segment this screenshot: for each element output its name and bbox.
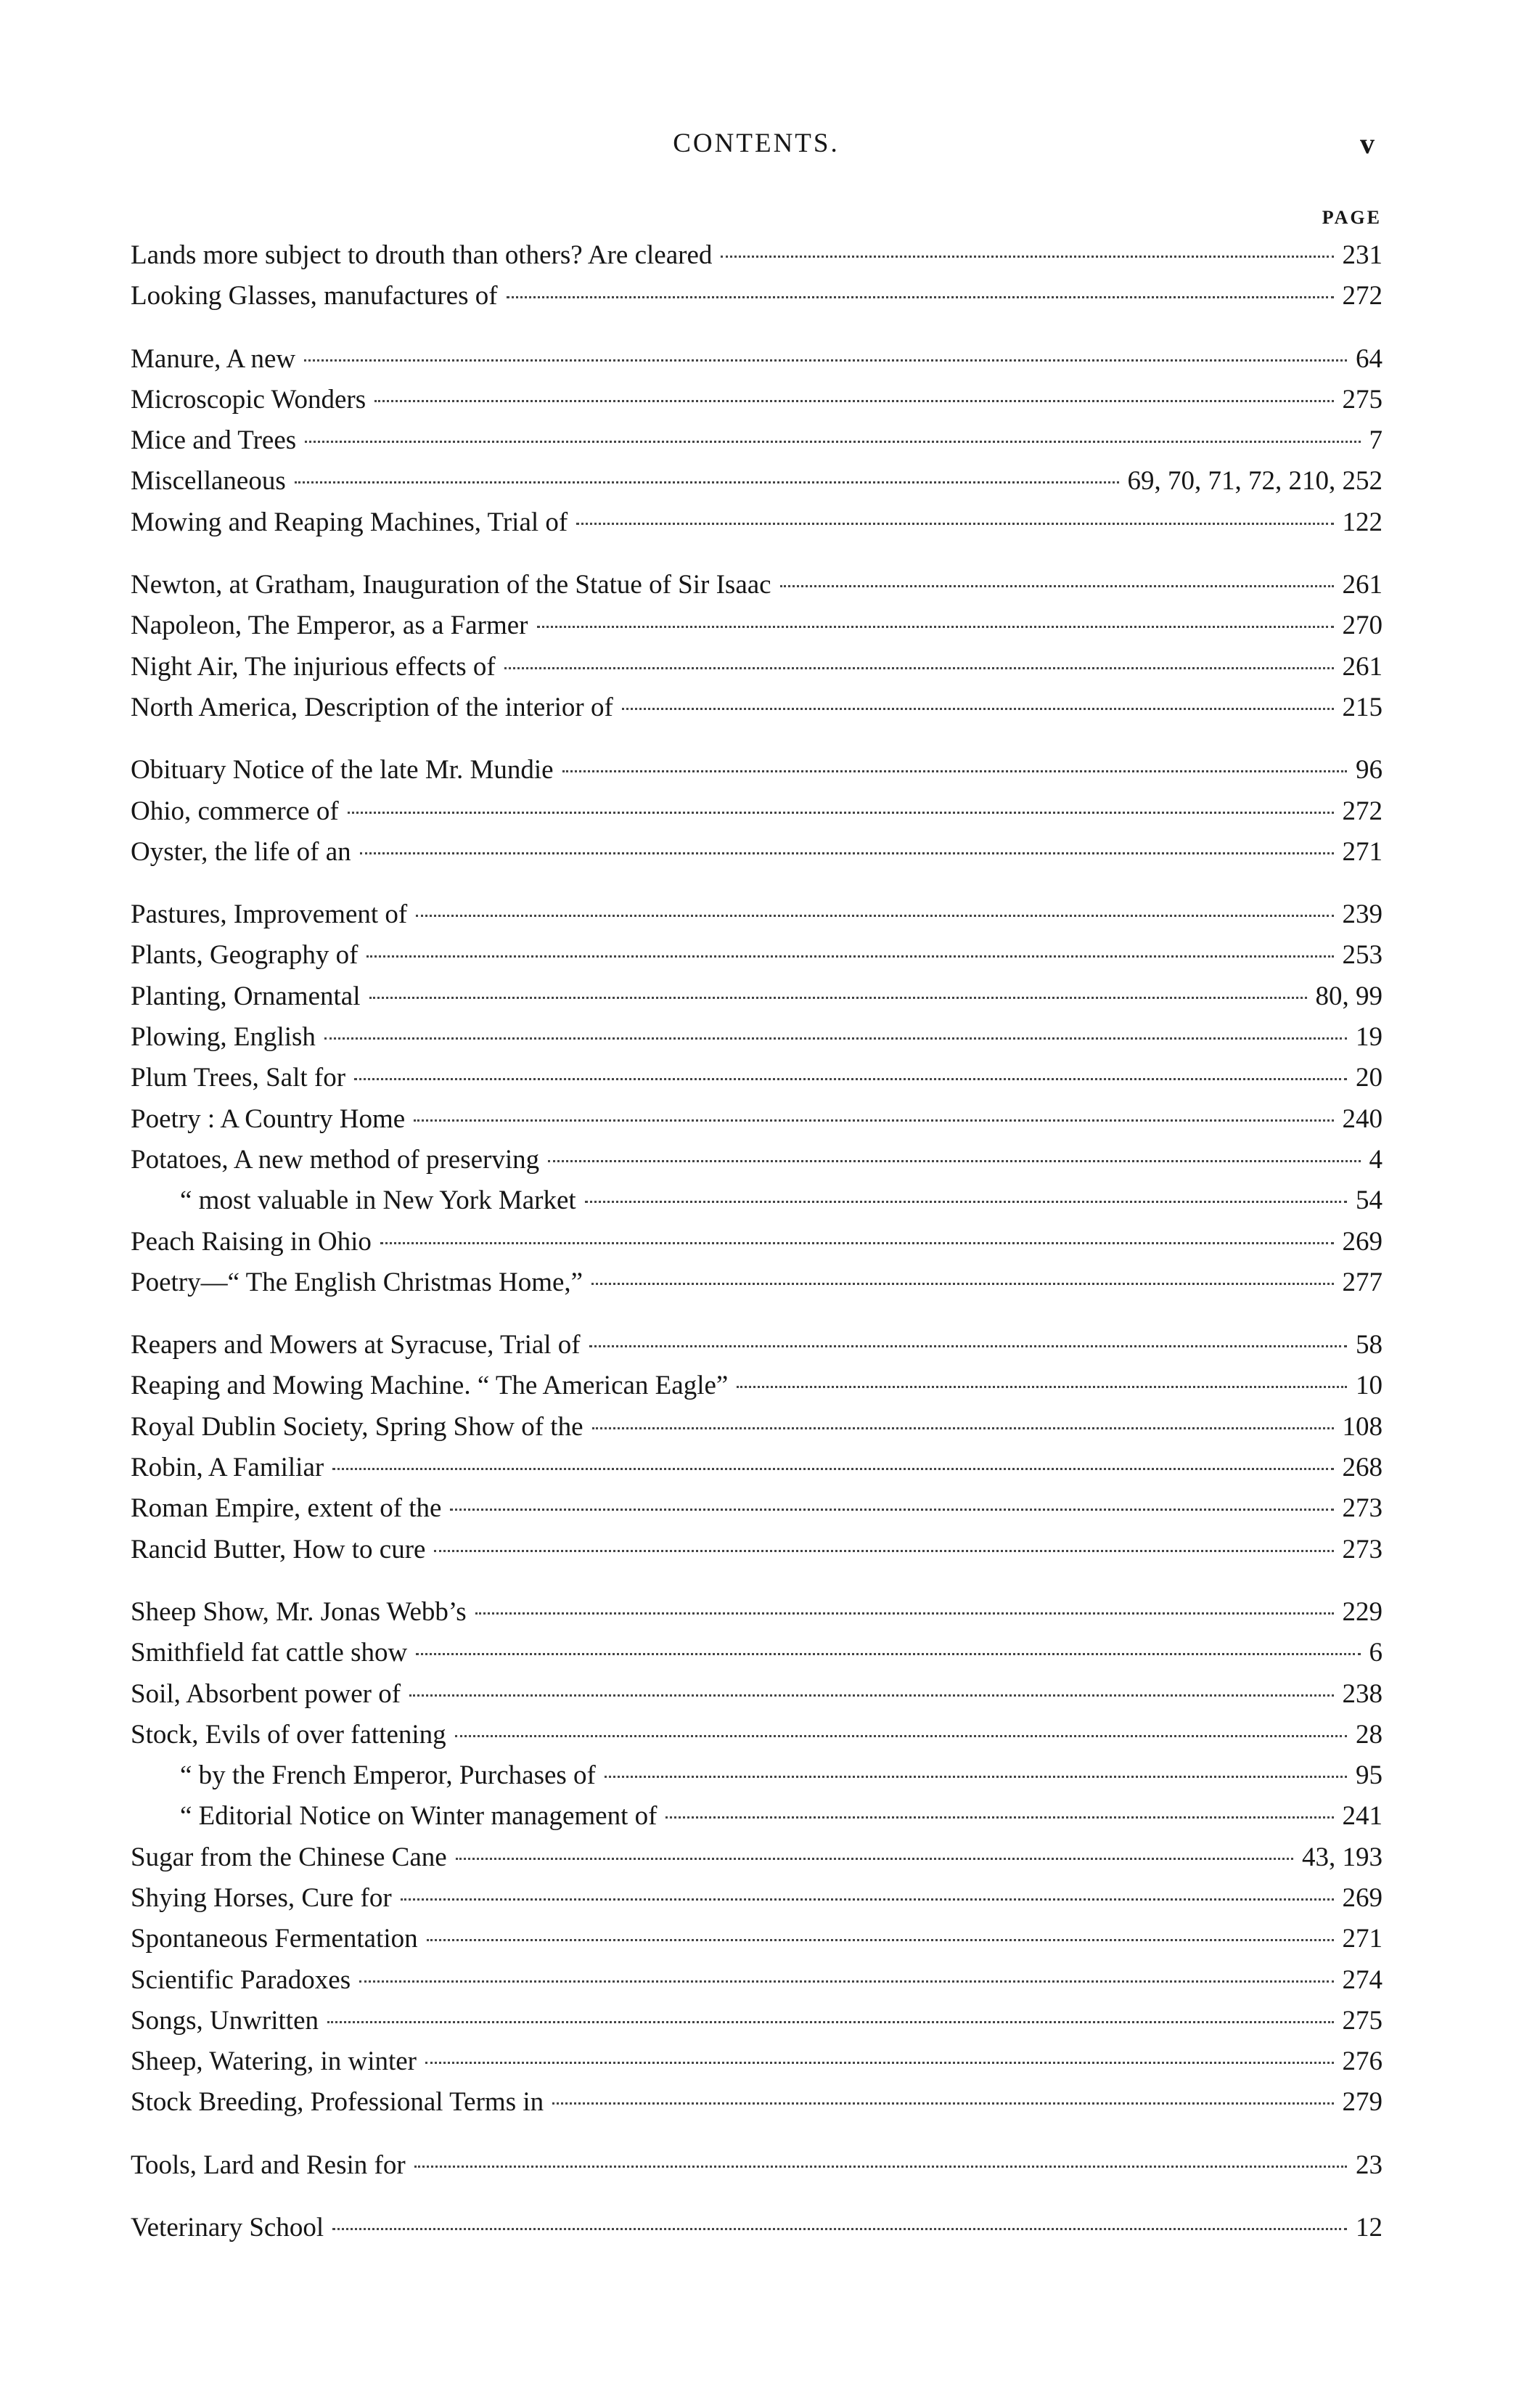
entry-page-number: 261: [1342, 651, 1383, 682]
entry-title: Planting, Ornamental: [131, 981, 361, 1011]
entry-title: Sheep Show, Mr. Jonas Webb’s: [131, 1596, 467, 1627]
entry-title: Newton, at Gratham, Inauguration of the Statue of Sir Isaac: [131, 570, 771, 600]
entry-title: Rancid Butter, How to cure: [131, 1534, 426, 1564]
dot-leader: [354, 1078, 1347, 1080]
entry-title: Pastures, Improvement of: [131, 899, 408, 930]
dot-leader: [409, 1694, 1333, 1697]
entry-page-number: 54: [1356, 1185, 1383, 1216]
entry-title: Songs, Unwritten: [131, 2005, 319, 2036]
toc-entry: [131, 2005, 1383, 2046]
entry-page-number: 272: [1342, 281, 1383, 311]
entry-page-number: 269: [1342, 1882, 1383, 1913]
toc-entry: [131, 343, 1383, 384]
entry-title: Soil, Absorbent power of: [131, 1678, 401, 1709]
table-of-contents: [131, 240, 1383, 2253]
entry-page-number: 239: [1342, 899, 1383, 930]
toc-entry: [131, 1021, 1383, 1062]
dot-leader: [414, 2166, 1347, 2168]
toc-group: [131, 2150, 1383, 2190]
dot-leader: [427, 1939, 1334, 1941]
entry-title: Reapers and Mowers at Syracuse, Trial of: [131, 1330, 581, 1360]
entry-page-number: 276: [1342, 2046, 1383, 2077]
toc-entry: [131, 1411, 1383, 1452]
dot-leader: [475, 1612, 1334, 1615]
entry-page-number: 20: [1356, 1063, 1383, 1093]
entry-title: Spontaneous Fermentation: [131, 1924, 418, 1954]
toc-entry: [131, 1103, 1383, 1144]
toc-entry: [131, 1719, 1383, 1760]
entry-page-number: 96: [1356, 755, 1383, 785]
entry-page-number: 69, 70, 71, 72, 210, 252: [1127, 466, 1383, 497]
entry-title: North America, Description of the interior of: [131, 692, 613, 722]
entry-page-number: 241: [1342, 1801, 1383, 1832]
dot-leader: [576, 523, 1333, 525]
entry-page-number: 253: [1342, 940, 1383, 971]
toc-entry: [131, 1185, 1383, 1225]
toc-entry: [131, 2212, 1383, 2253]
dot-leader: [589, 1345, 1347, 1347]
entry-title: Looking Glasses, manufactures of: [131, 281, 498, 311]
entry-title: Oyster, the life of an: [131, 836, 351, 867]
dot-leader: [507, 296, 1334, 298]
toc-entry: [131, 899, 1383, 939]
dot-leader: [425, 2062, 1334, 2064]
entry-title: Mowing and Reaping Machines, Trial of: [131, 507, 568, 537]
entry-title: Poetry : A Country Home: [131, 1103, 406, 1134]
entry-page-number: 272: [1342, 796, 1383, 826]
dot-leader: [305, 441, 1360, 443]
toc-entry: [131, 1882, 1383, 1923]
toc-entry: [131, 836, 1383, 877]
toc-group: [131, 754, 1383, 877]
dot-leader: [401, 1898, 1334, 1901]
dot-leader: [327, 2021, 1334, 2023]
toc-entry: [131, 1760, 1383, 1800]
toc-entry: [131, 1370, 1383, 1411]
entry-page-number: 261: [1342, 570, 1383, 600]
entry-title: Shying Horses, Cure for: [131, 1882, 392, 1913]
entry-page-number: 279: [1342, 2087, 1383, 2118]
dot-leader: [665, 1816, 1333, 1819]
entry-title: Plants, Geography of: [131, 940, 359, 971]
toc-entry: [131, 507, 1383, 547]
toc-entry: [131, 1452, 1383, 1493]
dot-leader: [416, 1653, 1360, 1655]
toc-group: [131, 899, 1383, 1307]
dot-leader: [360, 852, 1334, 854]
entry-title: Ohio, commerce of: [131, 796, 339, 826]
dot-leader: [622, 708, 1334, 710]
toc-group: [131, 569, 1383, 732]
toc-group: [131, 1596, 1383, 2128]
entry-page-number: 270: [1342, 611, 1383, 641]
dot-leader: [332, 2228, 1347, 2230]
dot-leader: [304, 359, 1347, 362]
entry-title: Peach Raising in Ohio: [131, 1226, 372, 1257]
toc-entry: [131, 280, 1383, 321]
entry-title: Reaping and Mowing Machine. “ The American Eagle”: [131, 1371, 729, 1401]
toc-entry: [131, 1267, 1383, 1307]
dot-leader: [504, 667, 1334, 669]
toc-entry: [131, 569, 1383, 610]
entry-page-number: 269: [1342, 1226, 1383, 1257]
entry-page-number: 275: [1342, 2005, 1383, 2036]
toc-entry: [131, 1329, 1383, 1370]
dot-leader: [366, 955, 1333, 958]
entry-title: Poetry—“ The English Christmas Home,”: [131, 1267, 583, 1297]
entry-page-number: 12: [1356, 2213, 1383, 2243]
toc-entry: [131, 939, 1383, 980]
entry-page-number: 271: [1342, 1924, 1383, 1954]
page-number: v: [1360, 127, 1375, 160]
toc-entry: [131, 1144, 1383, 1185]
entry-title: Miscellaneous: [131, 466, 286, 497]
dot-leader: [455, 1735, 1347, 1737]
toc-group: [131, 343, 1383, 547]
toc-entry: [131, 465, 1383, 506]
entry-page-number: 271: [1342, 836, 1383, 867]
toc-entry: [131, 2046, 1383, 2086]
dot-leader: [537, 626, 1334, 628]
dot-leader: [721, 256, 1333, 258]
dot-leader: [450, 1509, 1333, 1511]
dot-leader: [552, 2102, 1333, 2105]
dot-leader: [374, 400, 1333, 402]
dot-leader: [605, 1776, 1347, 1778]
page-column-label: PAGE: [1322, 207, 1382, 228]
entry-page-number: 268: [1342, 1453, 1383, 1483]
entry-title: Smithfield fat cattle show: [131, 1638, 408, 1668]
entry-page-number: 43, 193: [1302, 1842, 1383, 1872]
toc-entry: [131, 796, 1383, 836]
toc-entry: [131, 1493, 1383, 1533]
toc-entry: [131, 651, 1383, 692]
entry-title: Sugar from the Chinese Cane: [131, 1842, 447, 1872]
dot-leader: [780, 585, 1334, 587]
entry-page-number: 274: [1342, 1964, 1383, 1995]
dot-leader: [348, 812, 1334, 814]
entry-page-number: 240: [1342, 1103, 1383, 1134]
entry-title: Mice and Trees: [131, 425, 297, 456]
toc-entry: [131, 1964, 1383, 2005]
entry-page-number: 10: [1356, 1371, 1383, 1401]
toc-entry: [131, 384, 1383, 425]
dot-leader: [562, 770, 1347, 772]
entry-title: Napoleon, The Emperor, as a Farmer: [131, 611, 528, 641]
toc-entry: [131, 2086, 1383, 2127]
entry-title: Plowing, English: [131, 1022, 316, 1053]
entry-title: “ by the French Emperor, Purchases of: [180, 1760, 596, 1791]
entry-page-number: 28: [1356, 1719, 1383, 1750]
entry-page-number: 275: [1342, 384, 1383, 415]
entry-page-number: 4: [1369, 1144, 1383, 1175]
toc-entry: [131, 754, 1383, 795]
dot-leader: [369, 997, 1307, 999]
dot-leader: [359, 1980, 1333, 1983]
toc-entry: [131, 692, 1383, 732]
entry-page-number: 58: [1356, 1330, 1383, 1360]
entry-page-number: 108: [1342, 1411, 1383, 1442]
entry-page-number: 7: [1369, 425, 1383, 456]
entry-title: Robin, A Familiar: [131, 1453, 324, 1483]
entry-title: Veterinary School: [131, 2213, 324, 2243]
toc-entry: [131, 1062, 1383, 1103]
toc-entry: [131, 1800, 1383, 1841]
entry-title: “ Editorial Notice on Winter management of: [180, 1801, 658, 1832]
toc-entry: [131, 2150, 1383, 2190]
running-title: CONTENTS.: [673, 128, 840, 158]
entry-title: Stock Breeding, Professional Terms in: [131, 2087, 544, 2118]
entry-title: “ most valuable in New York Market: [180, 1185, 576, 1216]
entry-title: Royal Dublin Society, Spring Show of the: [131, 1411, 583, 1442]
dot-leader: [456, 1858, 1293, 1860]
entry-page-number: 6: [1369, 1638, 1383, 1668]
entry-title: Sheep, Watering, in winter: [131, 2046, 417, 2077]
entry-title: Stock, Evils of over fattening: [131, 1719, 446, 1750]
entry-page-number: 238: [1342, 1678, 1383, 1709]
entry-title: Plum Trees, Salt for: [131, 1063, 346, 1093]
dot-leader: [416, 915, 1333, 917]
entry-page-number: 273: [1342, 1493, 1383, 1524]
toc-entry: [131, 1923, 1383, 1964]
toc-entry: [131, 1596, 1383, 1637]
entry-title: Obituary Notice of the late Mr. Mundie: [131, 755, 554, 785]
entry-page-number: 229: [1342, 1596, 1383, 1627]
toc-entry: [131, 610, 1383, 650]
toc-entry: [131, 425, 1383, 465]
entry-page-number: 80, 99: [1315, 981, 1383, 1011]
entry-title: Potatoes, A new method of preserving: [131, 1144, 540, 1175]
entry-page-number: 273: [1342, 1534, 1383, 1564]
entry-title: Tools, Lard and Resin for: [131, 2150, 406, 2180]
dot-leader: [434, 1550, 1333, 1552]
dot-leader: [332, 1468, 1333, 1470]
entry-page-number: 95: [1356, 1760, 1383, 1791]
entry-page-number: 64: [1356, 343, 1383, 374]
toc-entry: [131, 240, 1383, 280]
dot-leader: [585, 1201, 1347, 1203]
toc-entry: [131, 1678, 1383, 1719]
dot-leader: [737, 1386, 1347, 1388]
entry-title: Night Air, The injurious effects of: [131, 651, 496, 682]
toc-entry: [131, 1637, 1383, 1678]
toc-entry: [131, 1842, 1383, 1882]
toc-group: [131, 2212, 1383, 2253]
toc-entry: [131, 1534, 1383, 1575]
dot-leader: [324, 1037, 1347, 1040]
entry-title: Scientific Paradoxes: [131, 1964, 351, 1995]
dot-leader: [295, 481, 1119, 483]
entry-page-number: 122: [1342, 507, 1383, 537]
toc-entry: [131, 981, 1383, 1021]
toc-group: [131, 240, 1383, 322]
entry-title: Microscopic Wonders: [131, 384, 366, 415]
entry-title: Manure, A new: [131, 343, 296, 374]
dot-leader: [380, 1242, 1334, 1244]
dot-leader: [548, 1160, 1360, 1162]
entry-page-number: 19: [1356, 1022, 1383, 1053]
dot-leader: [414, 1119, 1333, 1122]
entry-page-number: 215: [1342, 692, 1383, 722]
page-header: [131, 128, 1382, 171]
toc-group: [131, 1329, 1383, 1575]
entry-title: Lands more subject to drouth than others? Are cleared: [131, 240, 713, 270]
dot-leader: [591, 1283, 1333, 1285]
entry-page-number: 23: [1356, 2150, 1383, 2180]
entry-title: Roman Empire, extent of the: [131, 1493, 442, 1524]
entry-page-number: 231: [1342, 240, 1383, 270]
dot-leader: [592, 1427, 1334, 1429]
toc-entry: [131, 1226, 1383, 1267]
entry-page-number: 277: [1342, 1267, 1383, 1297]
